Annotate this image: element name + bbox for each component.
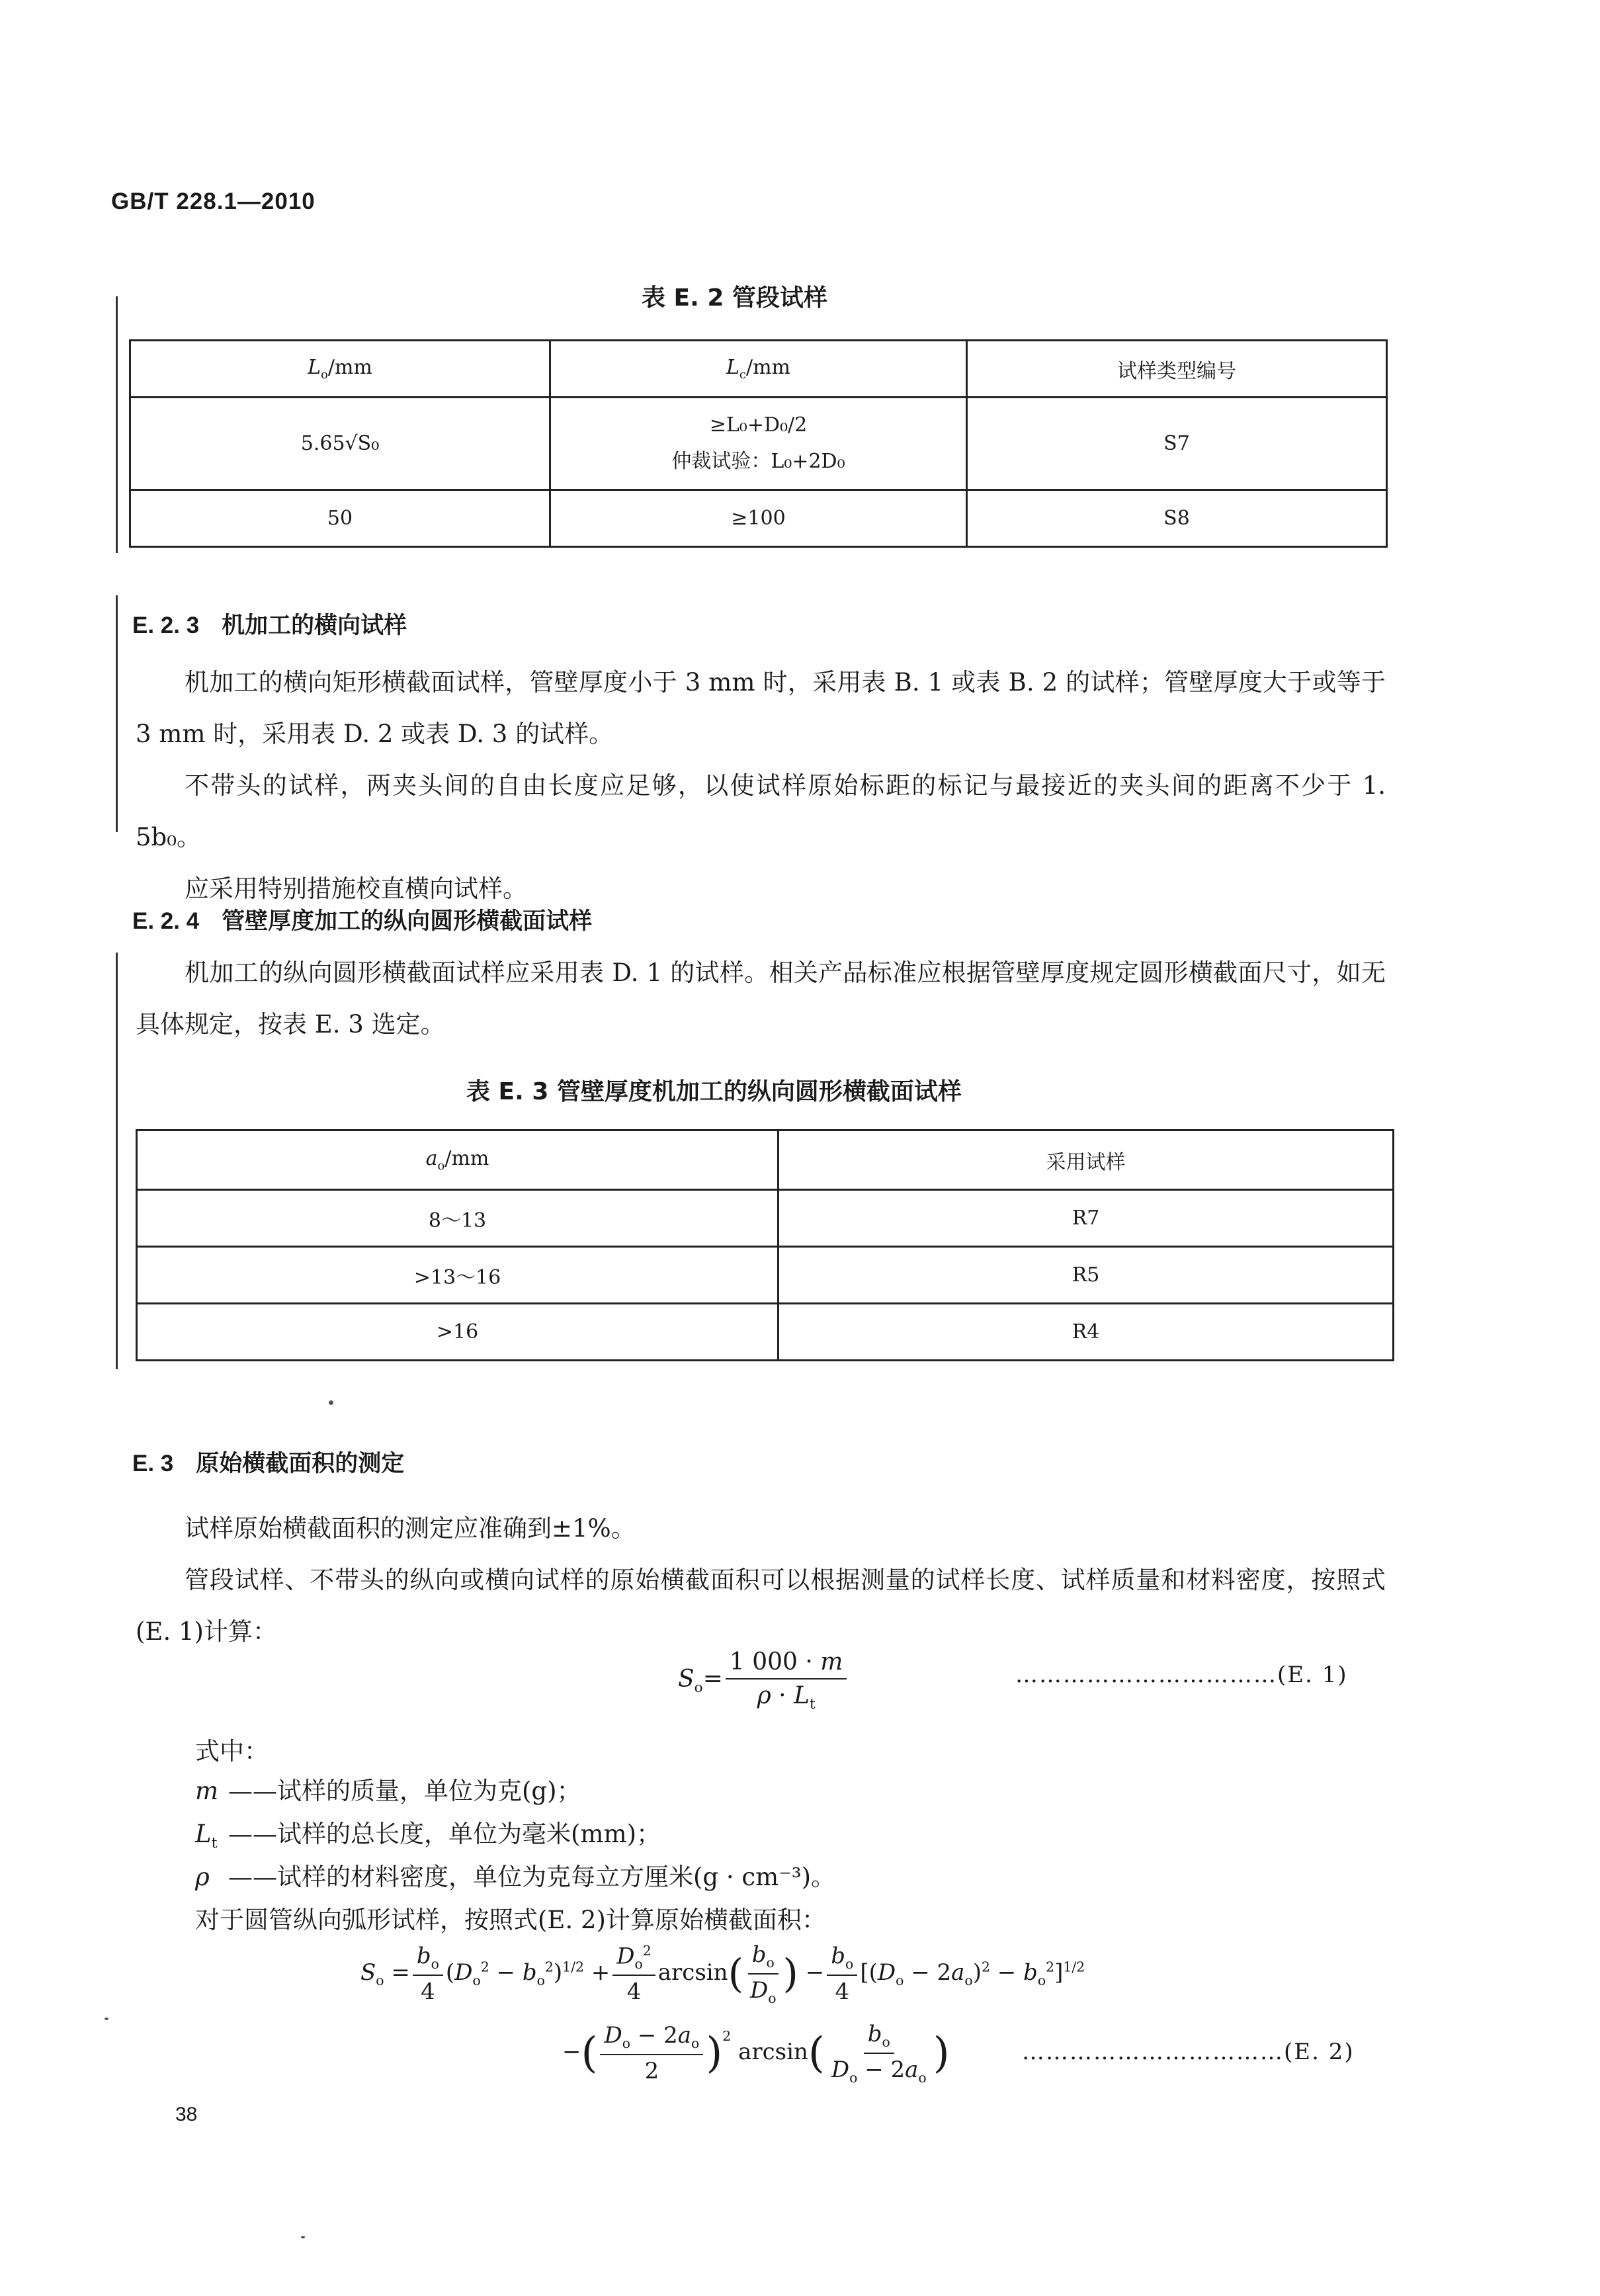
formula-e1 — [678, 1648, 849, 1713]
section-title: 原始横截面积的测定 — [196, 1451, 405, 1477]
table-cell: >13～16 — [137, 1247, 779, 1304]
formula-e2-line2: −( $\frac{D_o - 2a_o}{2}$ )$^2$ arcsin( $\frac{b_o}{D_o - 2a_o}$ ) — [562, 2021, 950, 2086]
equals-sign: = — [702, 1665, 723, 1693]
arc-intro: 对于圆管纵向弧形试样，按照式(E. 2)计算原始横截面积： — [195, 1906, 826, 1934]
paragraph: 机加工的横向矩形横截面试样，管壁厚度小于 3 mm 时，采用表 B. 1 或表 B. 2 的试样；管壁厚度大于或等于 3 mm 时，采用表 D. 2 或表 D. 3 的试样。 — [136, 668, 1386, 748]
table-header-row — [137, 1130, 1394, 1190]
equation-label: (E. 1) — [1277, 1662, 1348, 1688]
margin-rule — [116, 595, 118, 832]
variable-symbol: m — [195, 1777, 219, 1805]
section-heading-e23 — [132, 607, 407, 640]
table-row — [137, 1247, 1394, 1304]
table-header-cell: $L_o/mm$ — [130, 341, 550, 398]
section-number: E. 2. 4 — [132, 908, 200, 934]
standard-code: GB/T 228.1—2010 — [111, 189, 316, 214]
table-cell-line: 仲裁试验：L₀+2D₀ — [671, 450, 845, 473]
table-e2-caption: 表 E. 2 管段试样 — [642, 284, 827, 312]
table-cell: 5.65√S₀ — [130, 398, 550, 490]
table-header-row — [130, 341, 1387, 398]
formula-e2-line1: $S_o$ = $\frac{b_o}{4}$ $(D_o^2 - b_o^2)^{1/2}$ + $\frac{D_o^2}{4}$ arcsin( $\frac{b_o}{D_o}$ ) − $\frac{b_o}{4}$ $[(D_o - 2a_o)^2 - b_o^2]^{1/2}$ — [360, 1941, 1085, 2006]
scan-speck — [329, 1400, 333, 1405]
section-heading-e24 — [132, 903, 592, 936]
denominator: $\rho \cdot L_t$ — [757, 1682, 816, 1713]
section-number: E. 2. 3 — [132, 613, 200, 638]
table-e3 — [136, 1129, 1394, 1361]
table-cell: R4 — [779, 1304, 1394, 1361]
table-cell: R7 — [779, 1190, 1394, 1247]
section-e3-body — [136, 1503, 1386, 1658]
table-row — [137, 1304, 1394, 1361]
variable-rho — [195, 1857, 835, 1892]
section-e23-body — [136, 657, 1386, 915]
section-title: 机加工的横向试样 — [222, 613, 407, 639]
table-header-cell: 试样类型编号 — [967, 341, 1387, 398]
section-heading-e3 — [132, 1445, 404, 1478]
variable-symbol: ρ — [195, 1863, 210, 1891]
table-cell — [550, 398, 967, 490]
section-title: 管壁厚度加工的纵向圆形横截面试样 — [222, 908, 593, 935]
section-number: E. 3 — [132, 1451, 174, 1476]
paragraph: 应采用特别措施校直横向试样。 — [185, 874, 527, 903]
table-cell: >16 — [137, 1304, 779, 1361]
table-cell: S7 — [967, 398, 1387, 490]
section-e24-body — [136, 947, 1386, 1050]
table-cell: S8 — [967, 490, 1387, 547]
page-number: 38 — [175, 2104, 198, 2125]
variable-desc: ——试样的材料密度，单位为克每立方厘米(g · cm⁻³)。 — [228, 1863, 836, 1891]
fraction: $\frac{D_o - 2a_o}{2}$ — [600, 2022, 703, 2084]
paragraph: 管段试样、不带头的纵向或横向试样的原始横截面积可以根据测量的试样长度、试样质量和材料密度，按照式(E. 1)计算： — [136, 1566, 1386, 1646]
table-row — [130, 398, 1387, 490]
margin-rule — [116, 953, 118, 1369]
equation-number-e2 — [1022, 2039, 1355, 2065]
variable-desc: ——试样的质量，单位为克(g)； — [228, 1777, 581, 1805]
fraction: $\frac{b_o}{D_o - 2a_o}$ — [831, 2021, 927, 2086]
table-cell-line: ≥L₀+D₀/2 — [709, 413, 808, 437]
variable-m — [195, 1771, 581, 1807]
table-row — [137, 1190, 1394, 1247]
fraction — [726, 1648, 847, 1713]
paragraph: 试样原始横截面积的测定应准确到±1%。 — [185, 1514, 636, 1543]
table-cell: 50 — [130, 490, 550, 547]
fraction: $\frac{b_o}{4}$ — [827, 1943, 857, 2005]
leader-dots: …………………………… — [1015, 1662, 1277, 1688]
leader-dots: …………………………… — [1022, 2039, 1284, 2065]
table-cell: 8～13 — [137, 1190, 779, 1247]
fraction: $\frac{b_o}{4}$ — [413, 1943, 443, 2005]
paragraph: 机加工的纵向圆形横截面试样应采用表 D. 1 的试样。相关产品标准应根据管壁厚度规定圆形横截面尺寸，如无具体规定，按表 E. 3 选定。 — [136, 958, 1386, 1039]
fraction: $\frac{D_o^2}{4}$ — [612, 1943, 655, 2005]
numerator: 1 000 · m — [726, 1648, 847, 1679]
table-cell: ≥100 — [550, 490, 967, 547]
paragraph: 不带头的试样，两夹头间的自由长度应足够，以使试样原始标距的标记与最接近的夹头间的距离不少于 1. 5b₀。 — [136, 771, 1386, 851]
table-header-cell: $a_o/mm$ — [137, 1130, 779, 1190]
margin-rule — [116, 296, 118, 553]
variable-symbol: $L_t$ — [195, 1820, 218, 1852]
table-cell: R5 — [779, 1247, 1394, 1304]
variable-lt — [195, 1814, 661, 1851]
variable-desc: ——试样的总长度，单位为毫米(mm)； — [228, 1820, 661, 1848]
scan-speck — [301, 2236, 305, 2238]
where-label: 式中： — [195, 1737, 269, 1765]
formula-lhs: $S_o$ — [678, 1665, 703, 1696]
table-row — [130, 490, 1387, 547]
table-header-cell: $L_c/mm$ — [550, 341, 967, 398]
scan-speck — [105, 2018, 108, 2020]
fraction: $\frac{b_o}{D_o}$ — [746, 1941, 780, 2006]
table-e2 — [129, 339, 1388, 548]
table-header-cell: 采用试样 — [779, 1130, 1394, 1190]
equation-label: (E. 2) — [1284, 2039, 1355, 2065]
equation-number-e1 — [1015, 1662, 1348, 1688]
table-e3-caption: 表 E. 3 管壁厚度机加工的纵向圆形横截面试样 — [466, 1078, 962, 1105]
